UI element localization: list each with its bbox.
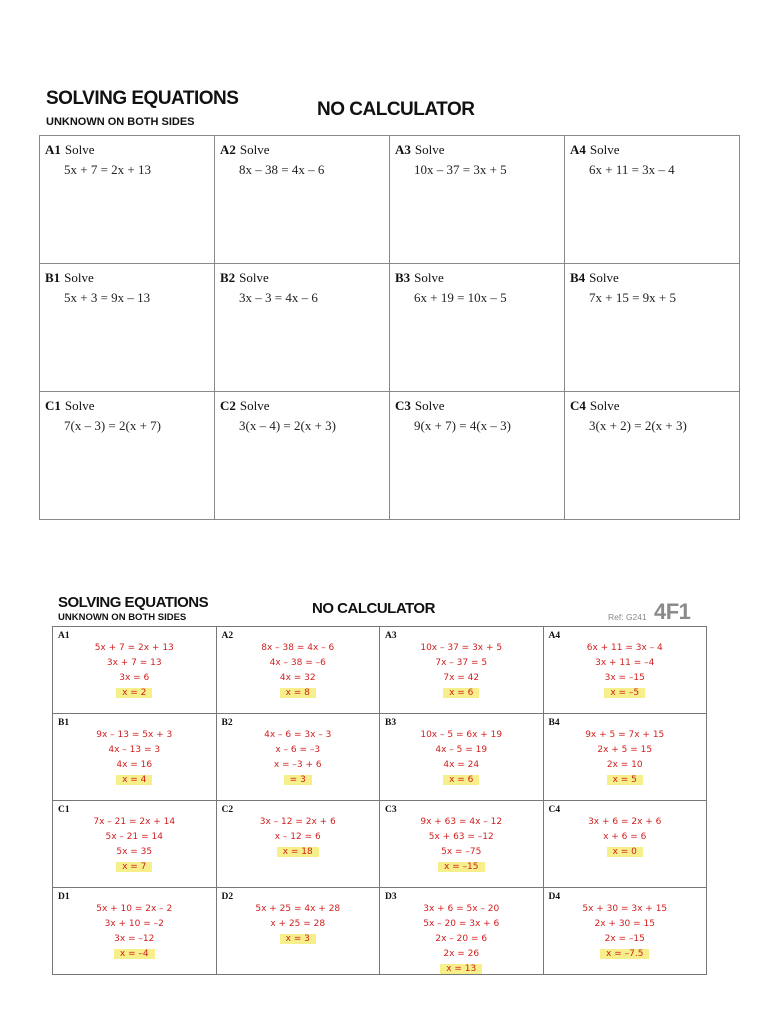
answer-label: B2 bbox=[221, 718, 233, 728]
answer-cell bbox=[53, 801, 217, 888]
question-verb: Solve bbox=[239, 270, 269, 285]
answer-row bbox=[53, 714, 707, 801]
working-step: 4x – 13 = 3 bbox=[108, 745, 161, 755]
question-cell bbox=[390, 392, 565, 520]
worksheet2-ref: Ref: G241 bbox=[608, 612, 647, 622]
working-step: 2x + 30 = 15 bbox=[594, 919, 655, 929]
answer-cell bbox=[53, 714, 217, 801]
working-step: 2x = 26 bbox=[443, 949, 480, 959]
answer-label: B3 bbox=[385, 718, 397, 728]
question-header bbox=[570, 142, 739, 158]
working-step: x = –3 + 6 bbox=[273, 760, 322, 770]
question-cell bbox=[565, 392, 740, 520]
highlighted-answer: x = 5 bbox=[607, 775, 643, 785]
question-label: C2 bbox=[220, 398, 236, 413]
question-verb: Solve bbox=[64, 270, 94, 285]
answer-cell bbox=[543, 627, 707, 714]
question-verb: Solve bbox=[589, 142, 620, 157]
working-step: 3x + 6 = 5x – 20 bbox=[423, 904, 500, 914]
question-equation: 9(x + 7) = 4(x – 3) bbox=[414, 418, 511, 433]
answer-cell bbox=[380, 801, 544, 888]
working-step: 3x = 6 bbox=[119, 673, 150, 683]
answer-label: A3 bbox=[385, 631, 397, 641]
question-equation: 8x – 38 = 4x – 6 bbox=[239, 162, 325, 177]
answer-grid bbox=[52, 626, 707, 975]
question-verb: Solve bbox=[239, 398, 270, 413]
working-step: 4x = 24 bbox=[443, 760, 480, 770]
question-verb: Solve bbox=[414, 142, 445, 157]
question-label: C4 bbox=[570, 398, 586, 413]
question-equation: 5x + 3 = 9x – 13 bbox=[64, 290, 151, 305]
working-step: 5x = 35 bbox=[116, 847, 153, 857]
question-header bbox=[220, 398, 389, 414]
working-step: 4x = 16 bbox=[116, 760, 153, 770]
question-label: A2 bbox=[220, 142, 236, 157]
question-cell bbox=[215, 392, 390, 520]
final-answer bbox=[217, 932, 380, 947]
highlighted-answer: x = 8 bbox=[280, 688, 316, 698]
answer-cell bbox=[380, 627, 544, 714]
working-step: 2x = –15 bbox=[604, 934, 645, 944]
question-label: B4 bbox=[570, 270, 586, 285]
working-step: 3x = –12 bbox=[114, 934, 155, 944]
question-equation: 7(x – 3) = 2(x + 7) bbox=[64, 418, 161, 433]
answer-cell bbox=[380, 888, 544, 975]
highlighted-answer: x = –15 bbox=[438, 862, 485, 872]
question-verb: Solve bbox=[414, 270, 444, 285]
working-step: 9x – 13 = 5x + 3 bbox=[96, 730, 173, 740]
worksheet2-subtitle: UNKNOWN ON BOTH SIDES bbox=[58, 612, 187, 623]
highlighted-answer: x = 0 bbox=[607, 847, 643, 857]
highlighted-answer: x = –4 bbox=[114, 949, 155, 959]
answer-label: A1 bbox=[58, 631, 70, 641]
question-header bbox=[220, 142, 389, 158]
question-equation: 6x + 19 = 10x – 5 bbox=[414, 290, 507, 305]
working-steps bbox=[544, 641, 707, 701]
working-step: 7x – 21 = 2x + 14 bbox=[93, 817, 176, 827]
question-grid bbox=[39, 135, 740, 520]
final-answer bbox=[217, 845, 380, 860]
working-steps bbox=[217, 728, 380, 788]
highlighted-answer: x = –5 bbox=[604, 688, 645, 698]
question-label: B3 bbox=[395, 270, 411, 285]
question-header bbox=[570, 270, 739, 286]
highlighted-answer: x = 6 bbox=[443, 688, 479, 698]
highlighted-answer: x = 18 bbox=[277, 847, 319, 857]
working-steps bbox=[380, 728, 543, 788]
highlighted-answer: x = 13 bbox=[440, 964, 482, 974]
answer-cell bbox=[216, 627, 380, 714]
working-step: x – 6 = –3 bbox=[275, 745, 321, 755]
working-step: 5x + 30 = 3x + 15 bbox=[582, 904, 668, 914]
question-verb: Solve bbox=[589, 398, 620, 413]
question-header bbox=[395, 398, 564, 414]
working-steps bbox=[380, 815, 543, 875]
question-label: A4 bbox=[570, 142, 586, 157]
question-header bbox=[570, 398, 739, 414]
final-answer bbox=[53, 686, 216, 701]
working-step: 3x – 12 = 2x + 6 bbox=[259, 817, 336, 827]
working-steps bbox=[380, 902, 543, 977]
question-cell bbox=[40, 136, 215, 264]
highlighted-answer: x = 7 bbox=[116, 862, 152, 872]
final-answer bbox=[544, 947, 707, 962]
question-row bbox=[40, 136, 740, 264]
working-step: 10x – 5 = 6x + 19 bbox=[420, 730, 503, 740]
answer-label: D4 bbox=[548, 892, 561, 902]
question-verb: Solve bbox=[64, 142, 95, 157]
question-cell bbox=[565, 264, 740, 392]
working-step: 7x = 42 bbox=[443, 673, 480, 683]
question-header bbox=[45, 270, 214, 286]
final-answer bbox=[217, 773, 380, 788]
question-equation: 3(x – 4) = 2(x + 3) bbox=[239, 418, 336, 433]
answer-cell bbox=[216, 801, 380, 888]
question-equation: 5x + 7 = 2x + 13 bbox=[64, 162, 151, 177]
question-header bbox=[395, 270, 564, 286]
question-cell bbox=[40, 264, 215, 392]
answer-cell bbox=[216, 714, 380, 801]
answer-cell bbox=[380, 714, 544, 801]
highlighted-answer: x = 6 bbox=[443, 775, 479, 785]
working-step: 3x + 6 = 2x + 6 bbox=[588, 817, 662, 827]
highlighted-answer: x = –7.5 bbox=[600, 949, 649, 959]
working-step: 5x + 25 = 4x + 28 bbox=[255, 904, 341, 914]
question-label: C3 bbox=[395, 398, 411, 413]
working-step: 5x = –75 bbox=[441, 847, 482, 857]
working-steps bbox=[53, 815, 216, 875]
highlighted-answer: = 3 bbox=[284, 775, 312, 785]
answer-cell bbox=[216, 888, 380, 975]
working-step: 5x + 10 = 2x – 2 bbox=[96, 904, 173, 914]
answer-cell bbox=[53, 888, 217, 975]
working-step: 3x + 7 = 13 bbox=[106, 658, 162, 668]
working-step: 2x + 5 = 15 bbox=[597, 745, 653, 755]
working-step: 9x + 63 = 4x – 12 bbox=[420, 817, 503, 827]
working-step: 4x – 6 = 3x – 3 bbox=[264, 730, 332, 740]
final-answer bbox=[217, 686, 380, 701]
question-verb: Solve bbox=[414, 398, 445, 413]
working-step: 4x = 32 bbox=[279, 673, 316, 683]
question-cell bbox=[390, 136, 565, 264]
worksheet2-title: SOLVING EQUATIONS bbox=[58, 594, 209, 611]
working-step: 8x – 38 = 4x – 6 bbox=[261, 643, 335, 653]
question-cell bbox=[390, 264, 565, 392]
answer-label: B1 bbox=[58, 718, 70, 728]
final-answer bbox=[380, 773, 543, 788]
working-steps bbox=[217, 641, 380, 701]
question-equation: 10x – 37 = 3x + 5 bbox=[414, 162, 507, 177]
final-answer bbox=[380, 686, 543, 701]
answer-row bbox=[53, 627, 707, 714]
working-steps bbox=[544, 728, 707, 788]
answer-label: A4 bbox=[548, 631, 561, 641]
highlighted-answer: x = 2 bbox=[116, 688, 152, 698]
working-step: 2x = 10 bbox=[606, 760, 643, 770]
final-answer bbox=[544, 773, 707, 788]
answer-cell bbox=[543, 714, 707, 801]
working-step: x + 25 = 28 bbox=[270, 919, 326, 929]
working-step: 5x + 7 = 2x + 13 bbox=[94, 643, 174, 653]
worksheet2-code: 4F1 bbox=[654, 599, 691, 624]
question-cell bbox=[40, 392, 215, 520]
working-steps bbox=[217, 902, 380, 947]
question-row bbox=[40, 392, 740, 520]
question-label: A3 bbox=[395, 142, 411, 157]
working-step: 5x – 21 = 14 bbox=[105, 832, 163, 842]
question-label: B1 bbox=[45, 270, 61, 285]
working-step: 3x + 10 = –2 bbox=[104, 919, 164, 929]
question-equation: 6x + 11 = 3x – 4 bbox=[589, 162, 675, 177]
working-step: 6x + 11 = 3x – 4 bbox=[586, 643, 663, 653]
answer-cell bbox=[543, 801, 707, 888]
final-answer bbox=[544, 845, 707, 860]
highlighted-answer: x = 3 bbox=[280, 934, 316, 944]
question-row bbox=[40, 264, 740, 392]
answer-cell bbox=[543, 888, 707, 975]
answer-label: C1 bbox=[58, 805, 70, 815]
question-cell bbox=[215, 136, 390, 264]
question-header bbox=[45, 398, 214, 414]
working-steps bbox=[53, 641, 216, 701]
question-cell bbox=[565, 136, 740, 264]
answer-label: B4 bbox=[548, 718, 560, 728]
working-step: 5x + 63 = –12 bbox=[428, 832, 494, 842]
question-verb: Solve bbox=[239, 142, 270, 157]
working-step: 9x + 5 = 7x + 15 bbox=[585, 730, 665, 740]
working-steps bbox=[544, 815, 707, 860]
question-header bbox=[220, 270, 389, 286]
question-header bbox=[45, 142, 214, 158]
question-label: A1 bbox=[45, 142, 61, 157]
question-equation: 3(x + 2) = 2(x + 3) bbox=[589, 418, 687, 433]
working-step: x – 12 = 6 bbox=[274, 832, 321, 842]
working-steps bbox=[380, 641, 543, 701]
answer-label: D2 bbox=[221, 892, 234, 902]
working-step: 2x – 20 = 6 bbox=[435, 934, 488, 944]
question-equation: 7x + 15 = 9x + 5 bbox=[589, 290, 676, 305]
question-equation: 3x – 3 = 4x – 6 bbox=[239, 290, 318, 305]
answer-row bbox=[53, 888, 707, 975]
working-step: 10x – 37 = 3x + 5 bbox=[420, 643, 503, 653]
working-steps bbox=[217, 815, 380, 860]
answer-label: D1 bbox=[58, 892, 70, 902]
answer-row bbox=[53, 801, 707, 888]
final-answer bbox=[380, 860, 543, 875]
worksheet2-no-calculator: NO CALCULATOR bbox=[312, 600, 435, 617]
working-steps bbox=[53, 902, 216, 962]
answer-label: A2 bbox=[221, 631, 234, 641]
working-steps bbox=[53, 728, 216, 788]
question-header bbox=[395, 142, 564, 158]
final-answer bbox=[53, 773, 216, 788]
working-step: 5x – 20 = 3x + 6 bbox=[423, 919, 500, 929]
worksheet1-subtitle: UNKNOWN ON BOTH SIDES bbox=[46, 116, 195, 128]
question-verb: Solve bbox=[64, 398, 95, 413]
answer-label: C3 bbox=[385, 805, 397, 815]
answer-label: C2 bbox=[221, 805, 234, 815]
working-step: 3x = –15 bbox=[604, 673, 645, 683]
working-steps bbox=[544, 902, 707, 962]
worksheet1-title: SOLVING EQUATIONS bbox=[46, 88, 239, 109]
question-label: B2 bbox=[220, 270, 236, 285]
working-step: x + 6 = 6 bbox=[603, 832, 647, 842]
question-verb: Solve bbox=[589, 270, 619, 285]
answer-label: C4 bbox=[548, 805, 561, 815]
working-step: 7x – 37 = 5 bbox=[435, 658, 488, 668]
final-answer bbox=[380, 962, 543, 977]
working-step: 3x + 11 = –4 bbox=[595, 658, 655, 668]
final-answer bbox=[544, 686, 707, 701]
answer-label: D3 bbox=[385, 892, 397, 902]
final-answer bbox=[53, 947, 216, 962]
question-cell bbox=[215, 264, 390, 392]
answer-cell bbox=[53, 627, 217, 714]
final-answer bbox=[53, 860, 216, 875]
question-label: C1 bbox=[45, 398, 61, 413]
worksheet1-no-calculator: NO CALCULATOR bbox=[317, 99, 475, 120]
working-step: 4x – 38 = –6 bbox=[269, 658, 326, 668]
highlighted-answer: x = 4 bbox=[116, 775, 152, 785]
working-step: 4x – 5 = 19 bbox=[435, 745, 488, 755]
